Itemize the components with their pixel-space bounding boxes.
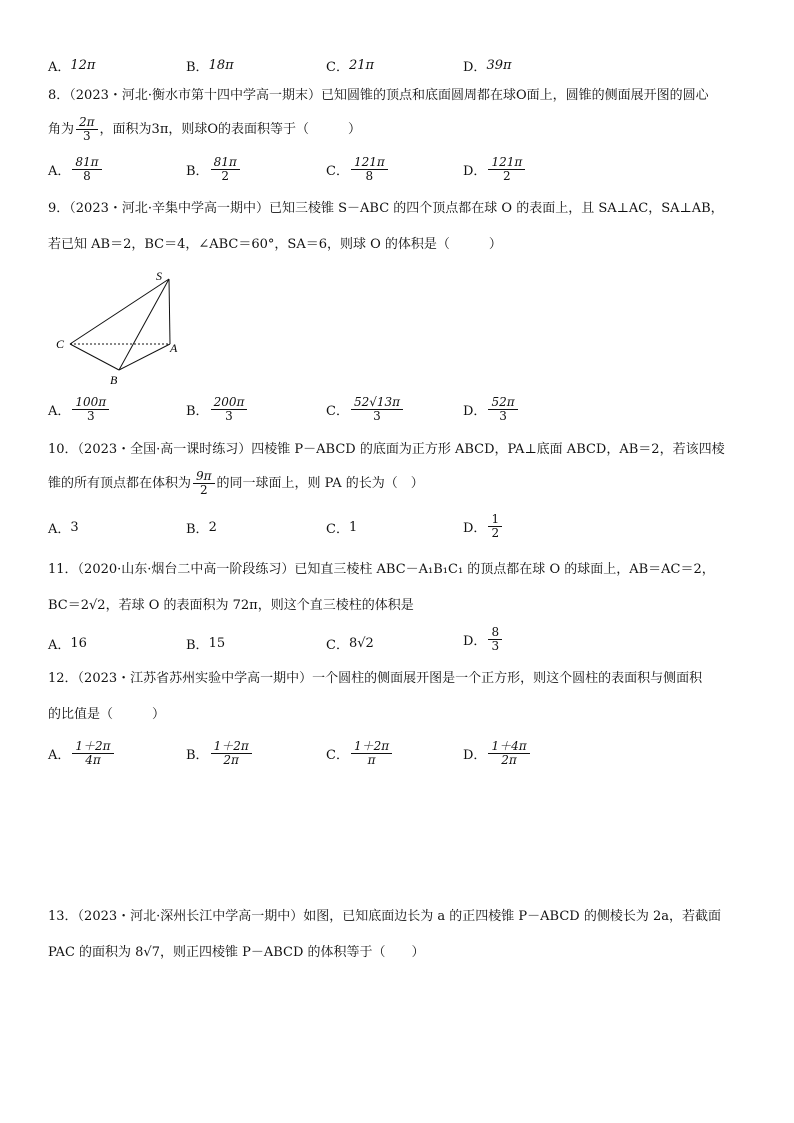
label-b: B: [110, 373, 118, 387]
q10-line-1: 10．（2023・全国·高一课时练习）四棱锥 P－ABCD 的底面为正方形 ABCD，PA⊥底面 ABCD，AB＝2，若该四棱: [48, 442, 725, 457]
option-letter: B．: [186, 60, 209, 75]
q8-text-pre: 角为: [48, 121, 75, 137]
q13-line-2: PAC 的面积为 8√7，则正四棱锥 P－ABCD 的体积等于（ ）: [48, 945, 425, 960]
option-value: 18π: [208, 58, 234, 73]
q10-option-c: C． 1: [326, 520, 358, 537]
q10-line-2: 锥的所有顶点都在体积为 $\frac{9\pi}{2}$ 的同一球面上，则 PA 的长为（ ）: [48, 469, 424, 497]
option-letter: A．: [48, 60, 71, 75]
q8-option-b: B． $\frac{81\pi}{2}$: [186, 156, 242, 183]
q8-line-2: [48, 116, 361, 143]
label-s: S: [156, 269, 162, 283]
q11-option-c: C． 8√2: [326, 636, 374, 653]
edge-s-a: [169, 279, 170, 344]
edge-s-b: [119, 279, 169, 370]
q10-option-b: B． 2: [186, 520, 217, 537]
q7-option-c: [326, 56, 374, 75]
q11-line-2: BC＝2√2，若球 O 的表面积为 72π，则这个直三棱柱的体积是: [48, 598, 414, 613]
q8-option-a: A． $\frac{81\pi}{8}$: [48, 156, 104, 183]
option-value: 39π: [486, 58, 512, 73]
q7-option-a: [48, 56, 95, 75]
q9-option-b: B． $\frac{200\pi}{3}$: [186, 396, 249, 423]
q10-volume-fraction: $\frac{9\pi}{2}$: [193, 470, 215, 497]
option-value: 12π: [70, 58, 96, 73]
q8-text-post: ，面积为3π，则球O的表面积等于（ ）: [99, 121, 362, 137]
q7-option-b: [186, 56, 234, 75]
q9-option-d: D． $\frac{52\pi}{3}$: [463, 396, 520, 423]
option-value: 21π: [348, 58, 375, 73]
q8-option-c: C． $\frac{121\pi}{8}$: [326, 156, 390, 183]
q9-line-2: 若已知 AB＝2，BC＝4，∠ABC＝60°，SA＝6，则球 O 的体积是（ ）: [48, 237, 502, 252]
q13-line-1: 13．（2023・河北·深州长江中学高一期中）如图，已知底面边长为 a 的正四棱锥 P－ABCD 的侧棱长为 2a，若截面: [48, 909, 721, 924]
q7-option-d: [463, 56, 512, 75]
q12-option-b: B． $\frac{1+2\pi}{2\pi}$: [186, 740, 254, 767]
q12-option-a: A． $\frac{1+2\pi}{4\pi}$: [48, 740, 116, 767]
q9-option-c: C． $\frac{52√13\pi}{3}$: [326, 396, 405, 423]
q12-line-1: 12．（2023・江苏省苏州实验中学高一期中）一个圆柱的侧面展开图是一个正方形，则这个圆柱的表面积与侧面积: [48, 671, 703, 686]
q9-option-a: A． $\frac{100\pi}{3}$: [48, 396, 111, 423]
label-c: C: [56, 337, 65, 351]
q11-line-1: 11．（2020·山东·烟台二中高一阶段练习）已知直三棱柱 ABC－A₁B₁C₁ 的顶点都在球 O 的球面上，AB＝AC＝2，: [48, 562, 715, 577]
q10-option-d: D． $\frac{1}{2}$: [463, 513, 504, 540]
q9-pyramid-figure: [48, 268, 198, 393]
q9-line-1: 9．（2023・河北·辛集中学高一期中）已知三棱锥 S－ABC 的四个顶点都在球 O 的表面上，且 SA⊥AC，SA⊥AB，: [48, 201, 724, 216]
q8-line-1: 8．（2023・河北·衡水市第十四中学高一期末）已知圆锥的顶点和底面圆周都在球O面上，圆锥的侧面展开图的圆心: [48, 88, 709, 103]
q12-option-c: C． $\frac{1+2\pi}{\pi}$: [326, 740, 394, 767]
q12-line-2: 的比值是（ ）: [48, 707, 166, 722]
q8-angle-fraction: $\frac{2\pi}{3}$: [76, 116, 98, 143]
q12-option-d: D． $\frac{1+4\pi}{2\pi}$: [463, 740, 532, 767]
edge-c-s: [70, 279, 169, 344]
label-a: A: [170, 341, 178, 355]
q11-option-b: B． 15: [186, 636, 226, 653]
option-letter: D．: [463, 60, 487, 75]
q8-option-d: D． $\frac{121\pi}{2}$: [463, 156, 527, 183]
edge-c-b: [70, 344, 119, 370]
q10-option-a: A． 3: [48, 520, 79, 537]
q11-option-d: D． $\frac{8}{3}$: [463, 626, 504, 653]
option-letter: C．: [326, 60, 349, 75]
q11-option-a: A． 16: [48, 636, 87, 653]
